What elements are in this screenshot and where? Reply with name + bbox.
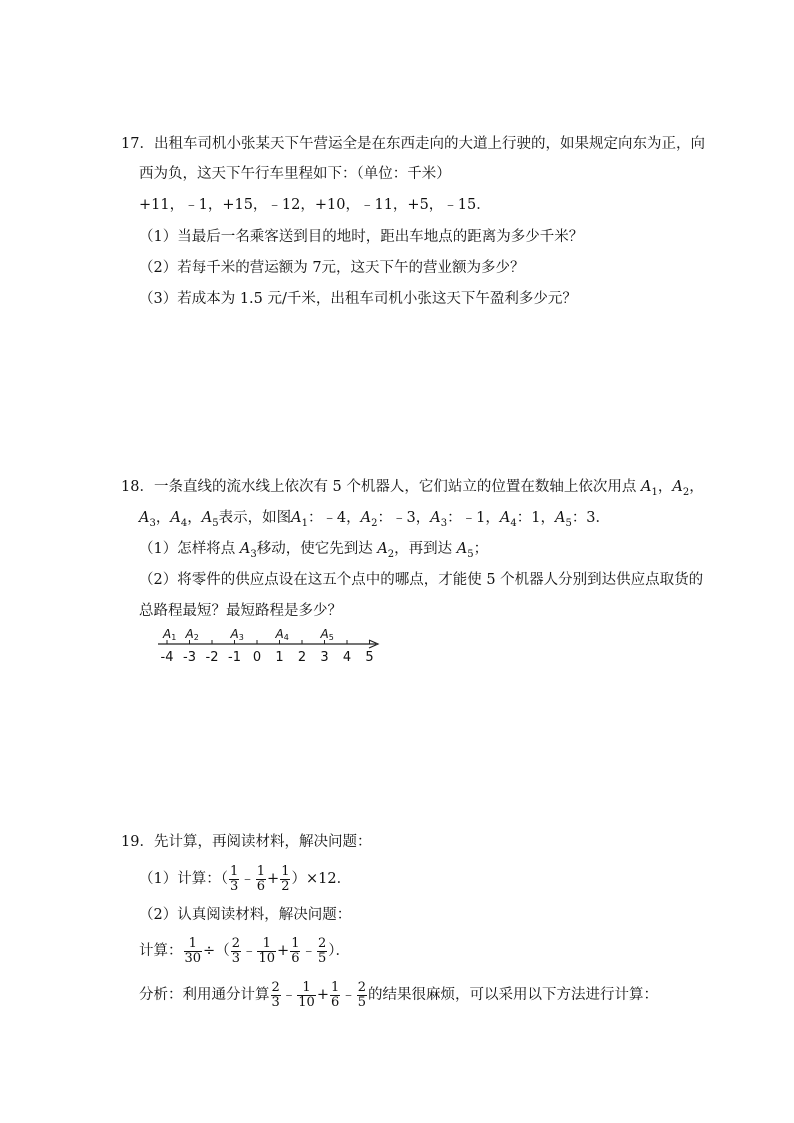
fraction-1-10: $\frac{1}{10}$ [258, 935, 276, 966]
q18-sub1: （1）怎样将点 $A_3$移动，使它先到达 $A_2$，再到达 $A_5$； [139, 541, 489, 560]
axis-tick-label: -4 [160, 650, 174, 665]
fraction-2-5: $\frac{2}{5}$ [317, 935, 327, 966]
q17-mileage: +11，﹣1，+15，﹣12，+10，﹣11，+5，﹣15． [139, 197, 491, 213]
q18-sub2-line2: 总路程最短？最短路程是多少？ [139, 603, 342, 619]
axis-point-label: A1 [163, 627, 177, 642]
fraction-1-3: $\frac{1}{3}$ [229, 863, 239, 894]
fraction-1-10: $\frac{1}{10}$ [298, 979, 315, 1010]
q19-sub1: （1）计算：（ $\frac{1}{3}$ ﹣ $\frac{1}{6}$ + $\frac{1}{2}$ ）×12． [139, 863, 352, 894]
axis-point-label: A3 [230, 627, 244, 642]
fraction-1-2: $\frac{1}{2}$ [281, 863, 290, 894]
fraction-1-6: $\frac{1}{6}$ [256, 863, 266, 894]
q19-sub2: （2）认真阅读材料，解决问题： [139, 907, 352, 923]
axis-tick-label: 3 [320, 650, 329, 665]
q17-line1: 17．出租车司机小张某天下午营运全是在东西走向的大道上行驶的，如果规定向东为正，向 [121, 136, 705, 152]
number-line-figure [150, 622, 390, 672]
q17-sub3: （3）若成本为 1.5 元/千米，出租车司机小张这天下午盈利多少元？ [139, 291, 577, 307]
q17-line2: 西为负，这天下午行车里程如下：（单位：千米） [139, 166, 451, 182]
fraction-2-3: $\frac{2}{3}$ [271, 979, 280, 1010]
axis-tick-label: -2 [205, 650, 219, 665]
fraction-1-6: $\frac{1}{6}$ [330, 979, 340, 1010]
axis-tick-label: 5 [365, 650, 374, 665]
fraction-2-3: $\frac{2}{3}$ [231, 935, 240, 966]
q19-calc: 计算： $\frac{1}{30}$ ÷（ $\frac{2}{3}$ ﹣ $\frac{1}{10}$ + $\frac{1}{6}$ ﹣ $\frac{2}{5}$ ）． [139, 935, 350, 966]
q18-line1: 18．一条直线的流水线上依次有 5 个机器人，它们站立的位置在数轴上依次用点 $A_1$，$A_2$， [121, 479, 704, 498]
fraction-2-5: $\frac{2}{5}$ [357, 979, 367, 1010]
q17-sub1: （1）当最后一名乘客送到目的地时，距出车地点的距离为多少千米？ [139, 229, 584, 245]
fraction-1-6: $\frac{1}{6}$ [291, 935, 300, 966]
axis-tick-label: 1 [275, 650, 284, 665]
q19-line1: 19．先计算，再阅读材料，解决问题： [121, 834, 372, 850]
q19-analysis: 分析：利用通分计算 $\frac{2}{3}$ ﹣ $\frac{1}{10}$ + $\frac{1}{6}$ ﹣ $\frac{2}{5}$ 的结果很麻烦，可以采用以下方法进行计算： [139, 979, 659, 1010]
axis-point-label: A4 [275, 627, 289, 642]
axis-point-label: A5 [320, 627, 334, 642]
q17-sub2: （2）若每千米的营运额为 7元，这天下午的营业额为多少？ [139, 260, 525, 276]
axis-point-label: A2 [185, 627, 199, 642]
q18-line2: $A_3$，$A_4$，$A_5$表示，如图$A_1$：﹣4，$A_2$：﹣3，$A_3$：﹣1，$A_4$：1，$A_5$：3． [139, 510, 611, 529]
axis-tick-label: 2 [297, 650, 307, 665]
axis-tick-label: -1 [228, 650, 241, 665]
fraction-1-30: $\frac{1}{30}$ [184, 935, 202, 966]
axis-tick-label: 4 [342, 650, 352, 665]
axis-tick-label: 0 [252, 650, 262, 665]
axis-tick-label: -3 [183, 650, 196, 665]
q18-sub2-line1: （2）将零件的供应点设在这五个点中的哪点，才能使 5 个机器人分别到达供应点取货的 [139, 572, 704, 588]
